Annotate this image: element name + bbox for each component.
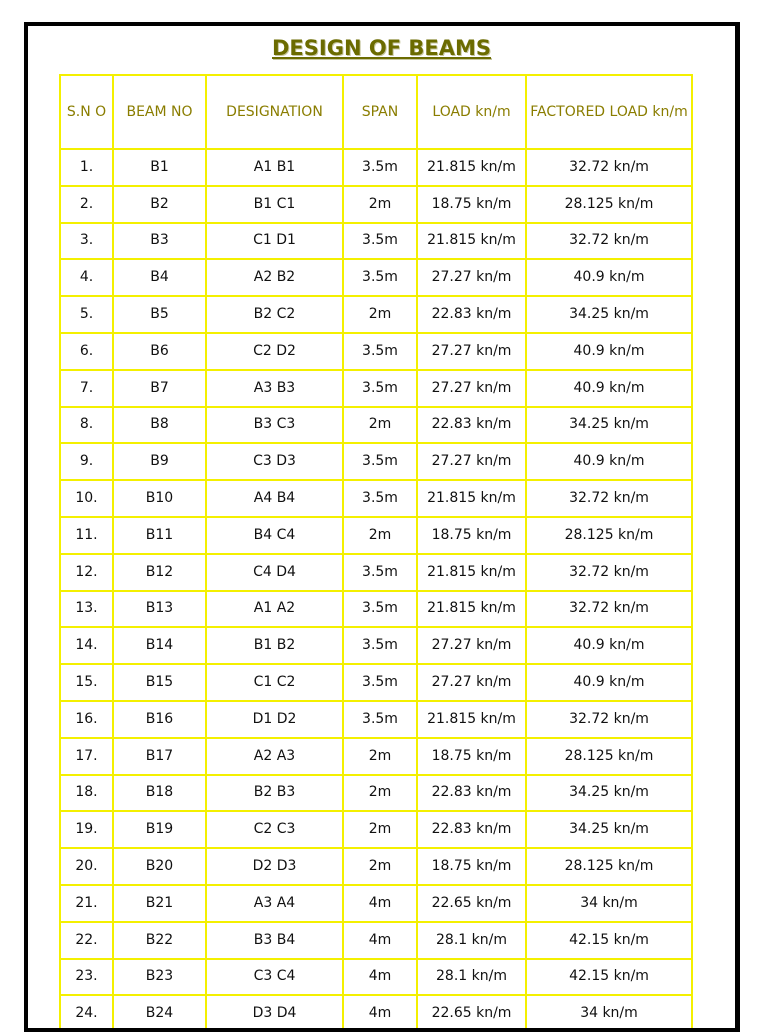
cell-sno: 14. — [60, 627, 113, 664]
cell-load: 28.1 kn/m — [417, 959, 526, 996]
cell-sno: 12. — [60, 554, 113, 591]
cell-beam-no: B18 — [113, 775, 206, 812]
cell-beam-no: B21 — [113, 885, 206, 922]
cell-factored-load: 32.72 kn/m — [526, 149, 692, 186]
cell-designation: C1 C2 — [206, 664, 343, 701]
cell-beam-no: B3 — [113, 223, 206, 260]
cell-designation: B3 B4 — [206, 922, 343, 959]
cell-designation: A3 B3 — [206, 370, 343, 407]
cell-factored-load: 42.15 kn/m — [526, 922, 692, 959]
table-row — [60, 296, 692, 333]
cell-designation: B1 C1 — [206, 186, 343, 223]
cell-span: 3.5m — [343, 627, 417, 664]
cell-sno: 6. — [60, 333, 113, 370]
table-row — [60, 370, 692, 407]
cell-factored-load: 40.9 kn/m — [526, 627, 692, 664]
cell-sno: 22. — [60, 922, 113, 959]
table-row — [60, 407, 692, 444]
cell-load: 27.27 kn/m — [417, 664, 526, 701]
table-header-row — [60, 75, 692, 149]
page-title — [28, 36, 735, 60]
cell-designation: D1 D2 — [206, 701, 343, 738]
cell-beam-no: B19 — [113, 811, 206, 848]
cell-load: 21.815 kn/m — [417, 591, 526, 628]
cell-factored-load: 40.9 kn/m — [526, 664, 692, 701]
cell-load: 21.815 kn/m — [417, 701, 526, 738]
cell-span: 2m — [343, 186, 417, 223]
beams-table — [59, 74, 693, 1032]
cell-span: 4m — [343, 995, 417, 1032]
cell-sno: 2. — [60, 186, 113, 223]
cell-span: 3.5m — [343, 701, 417, 738]
cell-designation: B4 C4 — [206, 517, 343, 554]
table-row — [60, 811, 692, 848]
table-row — [60, 701, 692, 738]
cell-span: 3.5m — [343, 443, 417, 480]
cell-sno: 23. — [60, 959, 113, 996]
cell-factored-load: 32.72 kn/m — [526, 223, 692, 260]
cell-span: 3.5m — [343, 591, 417, 628]
cell-factored-load: 28.125 kn/m — [526, 848, 692, 885]
cell-sno: 10. — [60, 480, 113, 517]
cell-factored-load: 28.125 kn/m — [526, 738, 692, 775]
cell-beam-no: B4 — [113, 259, 206, 296]
cell-span: 3.5m — [343, 223, 417, 260]
cell-beam-no: B15 — [113, 664, 206, 701]
cell-designation: A1 B1 — [206, 149, 343, 186]
cell-span: 3.5m — [343, 149, 417, 186]
cell-beam-no: B8 — [113, 407, 206, 444]
cell-designation: C2 D2 — [206, 333, 343, 370]
cell-designation: D3 D4 — [206, 995, 343, 1032]
table-row — [60, 186, 692, 223]
header-span: SPAN — [343, 75, 417, 149]
header-sno: S.N O — [60, 75, 113, 149]
cell-designation: D2 D3 — [206, 848, 343, 885]
cell-span: 4m — [343, 885, 417, 922]
cell-factored-load: 28.125 kn/m — [526, 517, 692, 554]
cell-sno: 16. — [60, 701, 113, 738]
table-row — [60, 149, 692, 186]
cell-sno: 18. — [60, 775, 113, 812]
cell-sno: 19. — [60, 811, 113, 848]
cell-load: 21.815 kn/m — [417, 149, 526, 186]
cell-span: 2m — [343, 738, 417, 775]
cell-factored-load: 40.9 kn/m — [526, 443, 692, 480]
cell-designation: C1 D1 — [206, 223, 343, 260]
table-row — [60, 885, 692, 922]
cell-factored-load: 34 kn/m — [526, 885, 692, 922]
cell-load: 18.75 kn/m — [417, 848, 526, 885]
cell-load: 21.815 kn/m — [417, 554, 526, 591]
cell-beam-no: B6 — [113, 333, 206, 370]
cell-factored-load: 42.15 kn/m — [526, 959, 692, 996]
document-page — [24, 22, 740, 1032]
cell-factored-load: 34.25 kn/m — [526, 811, 692, 848]
table-row — [60, 664, 692, 701]
cell-designation: C4 D4 — [206, 554, 343, 591]
table-row — [60, 995, 692, 1032]
cell-sno: 17. — [60, 738, 113, 775]
cell-beam-no: B23 — [113, 959, 206, 996]
cell-beam-no: B24 — [113, 995, 206, 1032]
cell-factored-load: 32.72 kn/m — [526, 701, 692, 738]
cell-designation: C3 D3 — [206, 443, 343, 480]
header-factored-load: FACTORED LOAD kn/m — [526, 75, 692, 149]
cell-beam-no: B22 — [113, 922, 206, 959]
table-row — [60, 738, 692, 775]
table-row — [60, 775, 692, 812]
cell-sno: 21. — [60, 885, 113, 922]
cell-designation: A1 A2 — [206, 591, 343, 628]
page-title-text: DESIGN OF BEAMS — [272, 36, 491, 60]
table-row — [60, 223, 692, 260]
table-row — [60, 959, 692, 996]
cell-span: 2m — [343, 296, 417, 333]
cell-factored-load: 34.25 kn/m — [526, 775, 692, 812]
cell-designation: C3 C4 — [206, 959, 343, 996]
cell-span: 3.5m — [343, 480, 417, 517]
cell-factored-load: 28.125 kn/m — [526, 186, 692, 223]
cell-span: 3.5m — [343, 370, 417, 407]
cell-designation: A4 B4 — [206, 480, 343, 517]
cell-sno: 5. — [60, 296, 113, 333]
cell-load: 18.75 kn/m — [417, 738, 526, 775]
header-designation: DESIGNATION — [206, 75, 343, 149]
cell-span: 2m — [343, 811, 417, 848]
cell-load: 21.815 kn/m — [417, 223, 526, 260]
cell-designation: C2 C3 — [206, 811, 343, 848]
cell-beam-no: B9 — [113, 443, 206, 480]
cell-factored-load: 34.25 kn/m — [526, 296, 692, 333]
cell-load: 27.27 kn/m — [417, 333, 526, 370]
cell-span: 4m — [343, 959, 417, 996]
table-row — [60, 480, 692, 517]
header-load: LOAD kn/m — [417, 75, 526, 149]
cell-beam-no: B14 — [113, 627, 206, 664]
cell-load: 21.815 kn/m — [417, 480, 526, 517]
cell-beam-no: B16 — [113, 701, 206, 738]
cell-sno: 20. — [60, 848, 113, 885]
table-row — [60, 591, 692, 628]
cell-beam-no: B10 — [113, 480, 206, 517]
cell-factored-load: 32.72 kn/m — [526, 554, 692, 591]
table-row — [60, 848, 692, 885]
cell-load: 18.75 kn/m — [417, 517, 526, 554]
table-body — [60, 149, 692, 1032]
cell-load: 28.1 kn/m — [417, 922, 526, 959]
cell-load: 27.27 kn/m — [417, 627, 526, 664]
cell-sno: 11. — [60, 517, 113, 554]
cell-load: 27.27 kn/m — [417, 370, 526, 407]
cell-beam-no: B5 — [113, 296, 206, 333]
cell-span: 2m — [343, 848, 417, 885]
cell-designation: B1 B2 — [206, 627, 343, 664]
cell-designation: B2 B3 — [206, 775, 343, 812]
cell-span: 2m — [343, 407, 417, 444]
header-beam-no: BEAM NO — [113, 75, 206, 149]
cell-load: 22.83 kn/m — [417, 296, 526, 333]
cell-sno: 3. — [60, 223, 113, 260]
cell-load: 27.27 kn/m — [417, 443, 526, 480]
cell-factored-load: 40.9 kn/m — [526, 370, 692, 407]
cell-span: 2m — [343, 775, 417, 812]
cell-sno: 15. — [60, 664, 113, 701]
cell-span: 3.5m — [343, 554, 417, 591]
cell-beam-no: B11 — [113, 517, 206, 554]
table-row — [60, 443, 692, 480]
cell-beam-no: B12 — [113, 554, 206, 591]
cell-sno: 8. — [60, 407, 113, 444]
table-row — [60, 259, 692, 296]
cell-sno: 9. — [60, 443, 113, 480]
cell-beam-no: B20 — [113, 848, 206, 885]
cell-sno: 13. — [60, 591, 113, 628]
cell-factored-load: 34 kn/m — [526, 995, 692, 1032]
cell-load: 18.75 kn/m — [417, 186, 526, 223]
cell-load: 22.65 kn/m — [417, 885, 526, 922]
cell-load: 22.83 kn/m — [417, 775, 526, 812]
cell-factored-load: 40.9 kn/m — [526, 333, 692, 370]
cell-factored-load: 32.72 kn/m — [526, 480, 692, 517]
cell-span: 3.5m — [343, 333, 417, 370]
cell-beam-no: B17 — [113, 738, 206, 775]
cell-span: 4m — [343, 922, 417, 959]
cell-beam-no: B7 — [113, 370, 206, 407]
cell-load: 22.65 kn/m — [417, 995, 526, 1032]
cell-sno: 1. — [60, 149, 113, 186]
cell-span: 3.5m — [343, 259, 417, 296]
cell-factored-load: 34.25 kn/m — [526, 407, 692, 444]
table-row — [60, 922, 692, 959]
cell-span: 2m — [343, 517, 417, 554]
cell-designation: A2 A3 — [206, 738, 343, 775]
table-row — [60, 554, 692, 591]
cell-beam-no: B2 — [113, 186, 206, 223]
cell-load: 22.83 kn/m — [417, 811, 526, 848]
cell-load: 27.27 kn/m — [417, 259, 526, 296]
cell-load: 22.83 kn/m — [417, 407, 526, 444]
cell-factored-load: 40.9 kn/m — [526, 259, 692, 296]
cell-sno: 4. — [60, 259, 113, 296]
cell-beam-no: B13 — [113, 591, 206, 628]
cell-span: 3.5m — [343, 664, 417, 701]
cell-designation: B2 C2 — [206, 296, 343, 333]
table-row — [60, 333, 692, 370]
table-row — [60, 627, 692, 664]
cell-beam-no: B1 — [113, 149, 206, 186]
cell-sno: 7. — [60, 370, 113, 407]
cell-designation: B3 C3 — [206, 407, 343, 444]
table-row — [60, 517, 692, 554]
cell-designation: A3 A4 — [206, 885, 343, 922]
cell-factored-load: 32.72 kn/m — [526, 591, 692, 628]
cell-sno: 24. — [60, 995, 113, 1032]
cell-designation: A2 B2 — [206, 259, 343, 296]
